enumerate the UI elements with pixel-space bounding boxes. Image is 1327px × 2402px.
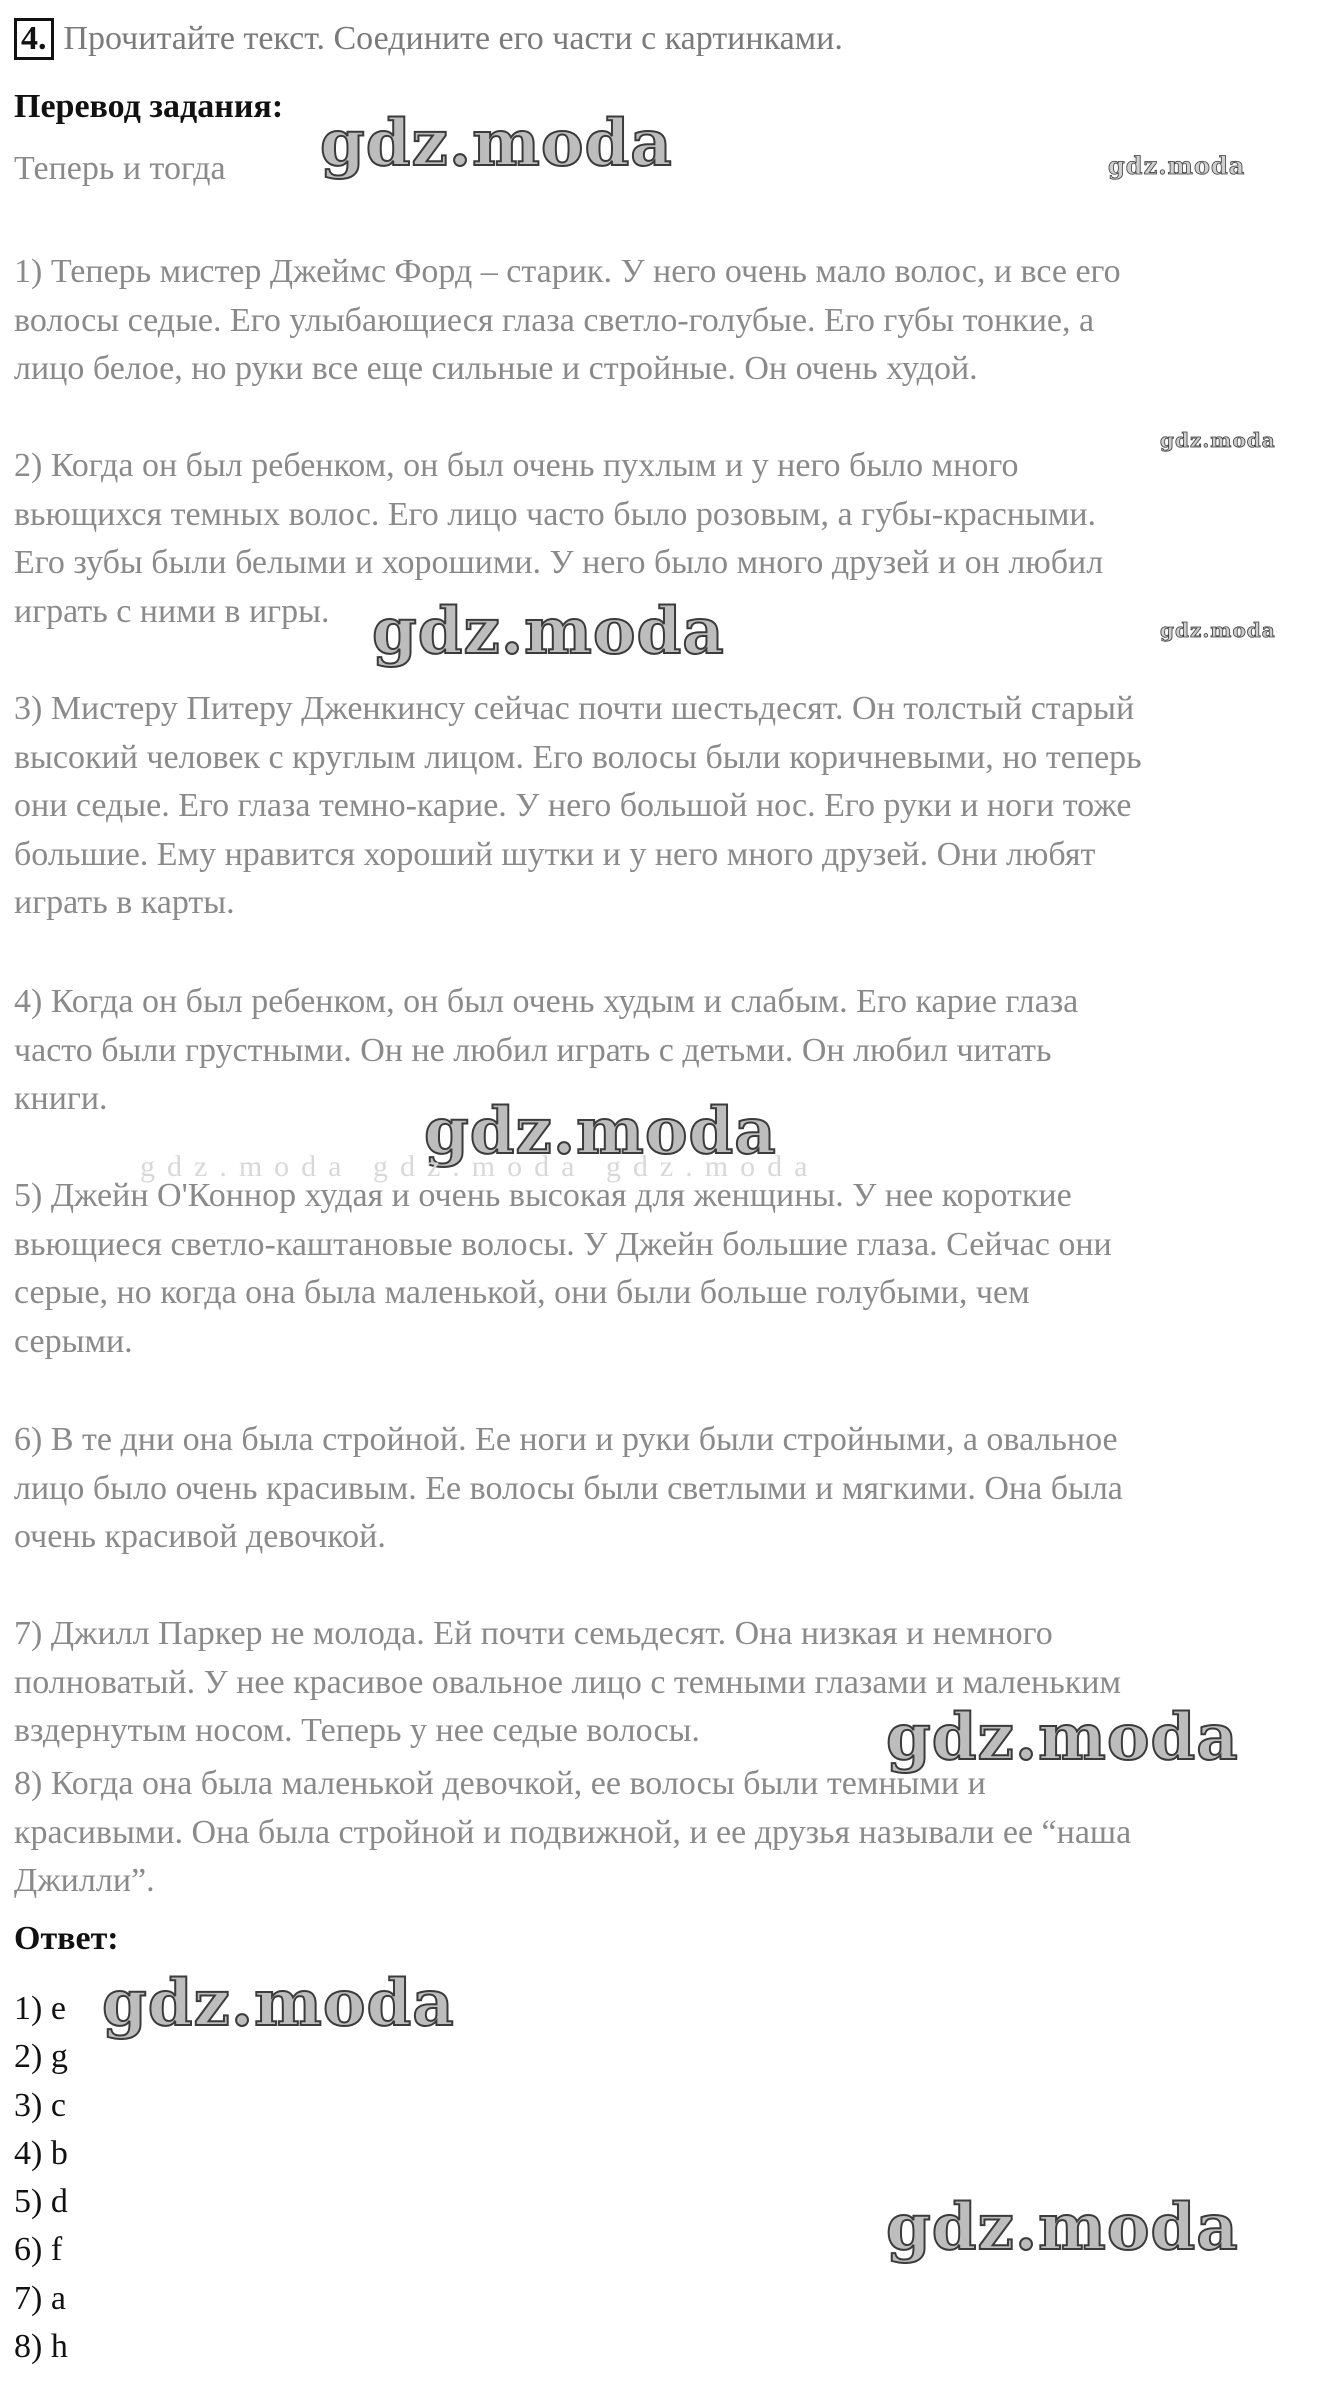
paragraph-line: вьющиеся светло-каштановые волосы. У Джейн большие глаза. Сейчас они [14,1225,1112,1263]
watermark-logo: gdz.moda [886,2190,1239,2265]
paragraph-line: 1) Теперь мистер Джеймс Форд – старик. У него очень мало волос, и все его [14,253,1121,290]
watermark-faint: gdz.moda gdz.moda gdz.moda [140,1150,820,1183]
watermark-logo: gdz.moda [1160,428,1276,452]
paragraph-line: 3) Мистеру Питеру Дженкинсу сейчас почти шестьдесят. Он толстый старый [14,690,1135,727]
paragraph-line: полноватый. У нее красивое овальное лицо с темными глазами и маленьким [14,1663,1121,1701]
watermark-logo: gdz.moda [1108,151,1246,180]
paragraph-6 [14,1416,1314,1562]
paragraph-line: они седые. Его глаза темно-карие. У него большой нос. Его руки и ноги тоже [14,787,1132,824]
paragraph-line: играть в карты. [14,884,235,921]
paragraph-line: серые, но когда она была маленькой, они были больше голубыми, чем [14,1274,1030,1311]
watermark-logo: gdz.moda [372,594,725,669]
paragraph-line: лицо белое, но руки все еще сильные и стройные. Он очень худой. [14,350,978,387]
task-header [14,18,843,60]
watermark-logo: gdz.moda [886,1700,1239,1775]
paragraph-line: лицо было очень красивым. Ее волосы были светлыми и мягкими. Она была [14,1469,1123,1507]
paragraph-3 [14,685,1314,928]
task-number: 4. [14,18,54,60]
paragraph-line: 6) В те дни она была стройной. Ее ноги и руки были стройными, а овальное [14,1421,1118,1458]
paragraph-line: 8) Когда она была маленькой девочкой, ее волосы были темными и [14,1765,986,1802]
paragraph-line: 7) Джилл Паркер не молода. Ей почти семьдесят. Она низкая и немного [14,1615,1053,1652]
paragraph-line: Джилли”. [14,1862,155,1899]
translation-heading: Перевод задания: [14,88,284,125]
answer-list [14,1985,68,2371]
paragraph-line: книги. [14,1080,108,1117]
paragraph-line: большие. Ему нравится хороший шутки и у него много друзей. Они любят [14,835,1096,873]
answer-item: 2) g [14,2038,68,2076]
answer-item: 4) b [14,2134,68,2172]
paragraph-5 [14,1172,1314,1366]
watermark-logo: gdz.moda [424,1094,777,1169]
paragraph-line: вьющихся темных волос. Его лицо часто было розовым, а губы-красными. [14,495,1097,533]
paragraph-line: играть с ними в игры. [14,592,330,630]
paragraph-line: 5) Джейн О'Коннор худая и очень высокая для женщины. У нее короткие [14,1177,1072,1214]
paragraph-line: часто были грустными. Он не любил играть с детьми. Он любил читать [14,1031,1052,1069]
answer-item: 5) d [14,2183,68,2221]
task-instruction: Прочитайте текст. Соедините его части с картинками. [63,20,843,57]
paragraph-line: 2) Когда он был ребенком, он был очень пухлым и у него было много [14,447,1019,484]
paragraph-line: волосы седые. Его улыбающиеся глаза светло-голубые. Его губы тонкие, а [14,301,1095,339]
paragraph-line: вздернутым носом. Теперь у нее седые волосы. [14,1712,700,1749]
watermark-logo: gdz.moda [102,1966,455,2041]
answer-item: 7) a [14,2279,66,2317]
paragraph-line: Его зубы были белыми и хорошими. У него было много друзей и он любил [14,544,1104,581]
answer-item: 6) f [14,2231,63,2269]
paragraph-1 [14,248,1314,394]
paragraph-line: серыми. [14,1322,133,1360]
answer-item: 1) e [14,1990,66,2027]
answer-item: 8) h [14,2328,68,2366]
paragraph-line: 4) Когда он был ребенком, он был очень худым и слабым. Его карие глаза [14,983,1079,1020]
text-title: Теперь и тогда [14,150,226,187]
watermark-logo: gdz.moda [320,106,673,181]
watermark-logo: gdz.moda [1160,618,1276,642]
answer-item: 3) c [14,2086,66,2124]
paragraph-line: очень красивой девочкой. [14,1518,386,1555]
answer-heading: Ответ: [14,1920,119,1957]
paragraph-line: красивыми. Она была стройной и подвижной, и ее друзья называли ее “наша [14,1813,1132,1851]
paragraph-8 [14,1760,1314,1906]
paragraph-line: высокий человек с круглым лицом. Его волосы были коричневыми, но теперь [14,738,1142,776]
